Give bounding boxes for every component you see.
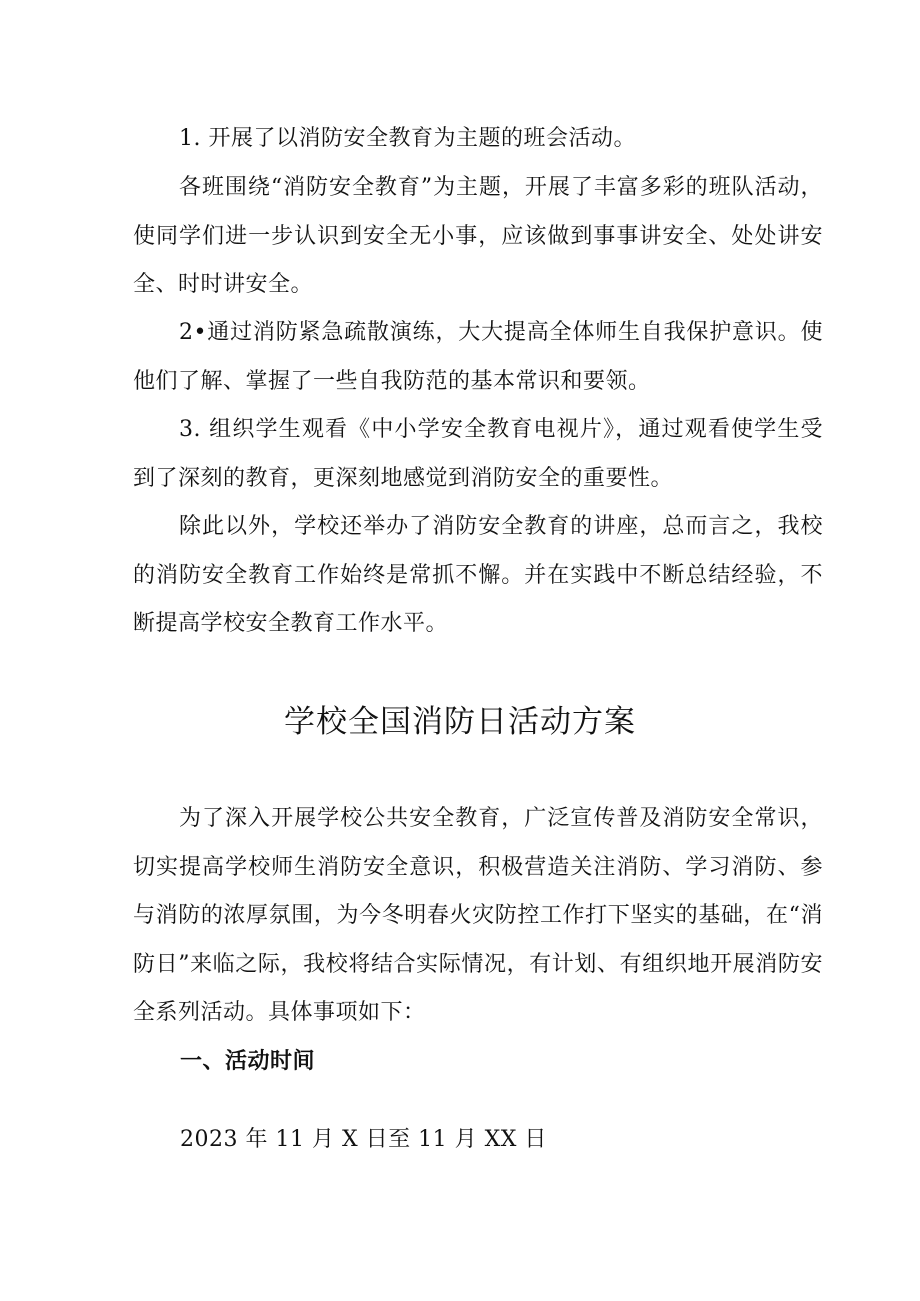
section-heading-activity-time: 一、活动时间 xyxy=(180,1049,316,1074)
paragraph-item-3: 3. 组织学生观看《中小学安全教育电视片》，通过观看使学生受到了深刻的教育，更深刻地感觉到消防安全的重要性。 xyxy=(133,417,823,491)
document-title: 学校全国消防日活动方案 xyxy=(284,704,636,740)
paragraph-item-2: 2•通过消防紧急疏散演练，大大提高全体师生自我保护意识。使他们了解、掌握了一些自我防范的基本常识和要领。 xyxy=(133,320,823,394)
activity-date-range: 2023 年 11 月 X 日至 11 月 XX 日 xyxy=(180,1127,547,1152)
paragraph-intro: 为了深入开展学校公共安全教育，广泛宣传普及消防安全常识，切实提高学校师生消防安全意识，积极营造关注消防、学习消防、参与消防的浓厚氛围，为今冬明春火灾防控工作打下坚实的基础，在“消防日”来临之际，我校将结合实际情况，有计划、有组织地开展消防安全系列活动。具体事项如下： xyxy=(133,806,823,1025)
paragraph-class-activities: 各班围绕“消防安全教育”为主题，开展了丰富多彩的班队活动，使同学们进一步认识到安全无小事，应该做到事事讲安全、处处讲安全、时时讲安全。 xyxy=(133,175,823,297)
paragraph-item-1: 1. 开展了以消防安全教育为主题的班会活动。 xyxy=(179,126,636,151)
paragraph-summary: 除此以外，学校还举办了消防安全教育的讲座，总而言之，我校的消防安全教育工作始终是常抓不懈。并在实践中不断总结经验，不断提高学校安全教育工作水平。 xyxy=(133,514,823,636)
